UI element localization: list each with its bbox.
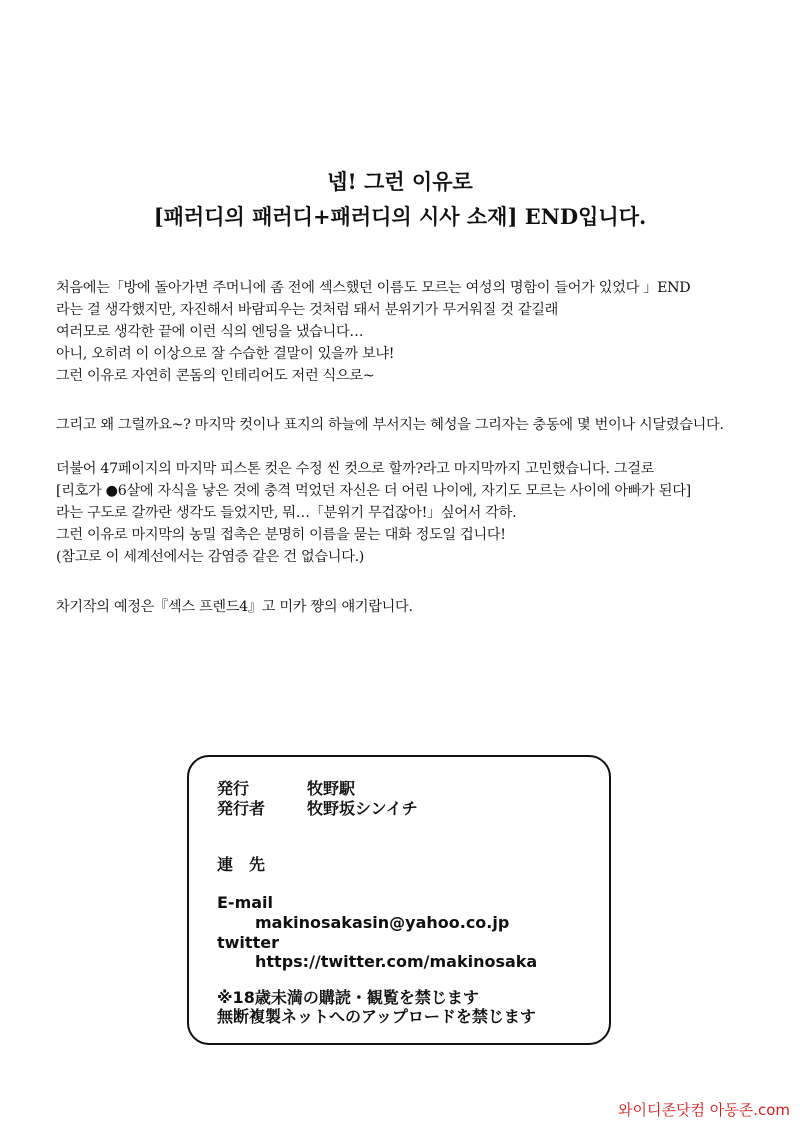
paragraph-1 xyxy=(56,277,776,387)
text-line: 여러모로 생각한 끝에 이런 식의 엔딩을 냈습니다… xyxy=(56,324,364,340)
age-notice: ※18歳未満の購読・観覧を禁じます xyxy=(217,988,479,1007)
email-label: E-mail xyxy=(217,893,274,912)
text-line: [리호가 ●6살에 자식을 낳은 것에 충격 먹었던 자신은 더 어린 나이에, 자기도 모르는 사이에 아빠가 된다] xyxy=(56,483,691,499)
colophon-box xyxy=(187,755,611,1045)
email-address: makinosakasin@yahoo.co.jp xyxy=(255,913,510,932)
text-line: 그런 이유로 마지막의 농밀 접촉은 분명히 이름을 묻는 대화 정도일 겁니다! xyxy=(56,527,506,543)
text-line: 라는 구도로 갈까란 생각도 들었지만, 뭐…「분위기 무겁잖아!」싶어서 각하. xyxy=(56,505,517,521)
issuer-row xyxy=(217,799,418,819)
paragraph-3 xyxy=(56,458,776,568)
paragraph-2 xyxy=(56,414,776,436)
heading-line-2: [패러디의 패러디+패러디의 시사 소재] END입니다. xyxy=(153,204,647,229)
text-line: 처음에는「방에 돌아가면 주머니에 좀 전에 섹스했던 이름도 모르는 여성의 명함이 들어가 있었다 」END xyxy=(56,280,691,296)
issuer-name: 牧野坂シンイチ xyxy=(307,799,418,818)
twitter-label: twitter xyxy=(217,933,279,952)
text-line: 아니, 오히려 이 이상으로 잘 수습한 결말이 있을까 보냐! xyxy=(56,346,395,362)
issuer-label: 発行者 xyxy=(217,799,266,818)
publisher-row xyxy=(217,779,355,799)
text-line: 라는 걸 생각했지만, 자진해서 바람피우는 것처럼 돼서 분위기가 무거워질 것 같길래 xyxy=(56,302,559,318)
publisher-label: 発行 xyxy=(217,779,250,798)
heading-line-1: 넵! 그런 이유로 xyxy=(327,169,473,194)
site-watermark: 와이디존닷컴 아동존.com xyxy=(618,1101,790,1119)
text-line: 더불어 47페이지의 마지막 피스톤 컷은 수정 씬 컷으로 할까?라고 마지막까지 고민했습니다. 그걸로 xyxy=(56,461,655,477)
contact-label: 連 先 xyxy=(217,855,266,874)
text-line: 차기작의 예정은『섹스 프렌드4』고 미카 쨩의 얘기랍니다. xyxy=(56,599,413,615)
text-line: 그리고 왜 그럴까요~? 마지막 컷이나 표지의 하늘에 부서지는 혜성을 그리자는 충동에 몇 번이나 시달렸습니다. xyxy=(56,417,724,433)
twitter-url: https://twitter.com/makinosaka xyxy=(255,952,538,971)
publisher-name: 牧野駅 xyxy=(307,779,356,798)
text-line: (참고로 이 세계선에서는 감염증 같은 건 없습니다.) xyxy=(56,549,365,565)
text-line: 그런 이유로 자연히 콘돔의 인테리어도 저런 식으로~ xyxy=(56,368,375,384)
copy-notice: 無断複製ネットへのアップロードを禁じます xyxy=(217,1007,536,1026)
paragraph-4 xyxy=(56,596,776,618)
